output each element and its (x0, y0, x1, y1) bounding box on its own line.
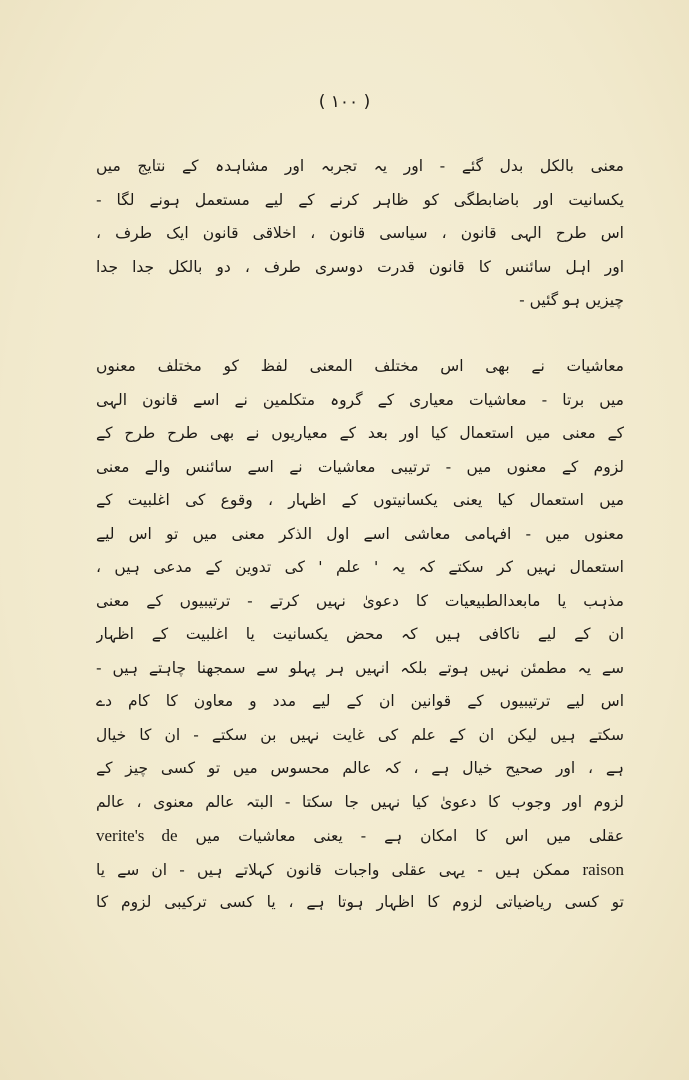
text-line: تو کسی ریاضیاتی لزوم کا اظہار ہوتا ہے ، یا کسی ترکیبی لزوم کا (96, 893, 624, 911)
latin-term: raison (582, 859, 624, 879)
text-line: لزوم کے معنوں میں - ترتیبی معاشیات نے اسے سائنس والے معنی (96, 457, 624, 476)
text-line: اس لیے ترتیبیوں کے قوانین ان کے لیے مدد و معاون کا کام دے (96, 692, 624, 710)
text-line: میں برتا - معاشیات معیاری کے گروہ متکلمین نے اسے قانون الہی (96, 390, 624, 409)
text-line: سے یہ مطمئن نہیں ہوتے بلکہ انہیں ہر پہلو سے سمجھنا چاہتے ہیں - (96, 658, 624, 677)
text-line: کے معنی میں استعمال کیا اور بعد کے معیاریوں نے بھی طرح طرح کے (96, 424, 624, 442)
text-line: یکسانیت اور باضابطگی کو ظاہر کرنے کے لیے مستعمل ہونے لگا - (96, 190, 624, 209)
text-line: ان کے لیے ناکافی ہیں کہ محض یکسانیت یا اغلبیت کے اظہار (96, 625, 624, 643)
text-line-with-latin (96, 819, 624, 853)
text-line: لزوم اور وجوب کا دعویٰ کیا نہیں جا سکتا - البتہ عالم معنوی ، عالم (96, 792, 624, 811)
text-line: سکتے ہیں لیکن ان کے علم کی غایت نہیں بن سکتے - ان کا خیال (96, 725, 624, 744)
latin-term: verite's de (96, 826, 178, 845)
text-line: چیزیں ہو گئیں - (519, 291, 624, 309)
text-line: اس طرح الہی قانون ، سیاسی قانون ، اخلاقی قانون ایک طرف ، (96, 224, 624, 242)
paragraph-1 (96, 150, 624, 318)
text-segment: ممکن ہیں - یہی عقلی واجبات قانون کہلاتے ہیں - ان سے یا (96, 860, 571, 879)
paragraph-2 (96, 350, 624, 920)
text-line: معاشیات نے بھی اس مختلف المعنی لفظ کو مختلف معنوں (96, 357, 624, 375)
text-segment: عقلی میں اس کا امکان ہے - یعنی معاشیات میں (195, 827, 624, 845)
text-line: معنوں میں - افہامی معاشی اسے اول الذکر معنی میں تو اس لیے (96, 524, 624, 543)
text-line-with-latin (96, 853, 624, 887)
text-line: اور اہل سائنس کا قانون قدرت دوسری طرف ، دو بالکل جدا جدا (96, 257, 624, 276)
page-number: ( ١٠٠ ) (318, 92, 371, 112)
text-line: استعمال نہیں کر سکتے کہ یہ ' علم ' کی تدوین کے مدعی ہیں ، (96, 558, 624, 576)
text-line: معنی بالکل بدل گئے - اور یہ تجربہ اور مشاہدہ کے نتایج میں (96, 157, 624, 175)
text-line: میں استعمال کیا یعنی یکسانیتوں کے اظہار ، وقوع کی اغلبیت کے (96, 491, 624, 509)
text-line: مذہب یا مابعدالطبیعیات کا دعویٰ نہیں کرتے - ترتیبیوں کے معنی (96, 591, 624, 610)
text-line: ہے ، اور صحیح خیال ہے ، کہ عالم محسوس میں تو کسی چیز کے (96, 759, 624, 777)
